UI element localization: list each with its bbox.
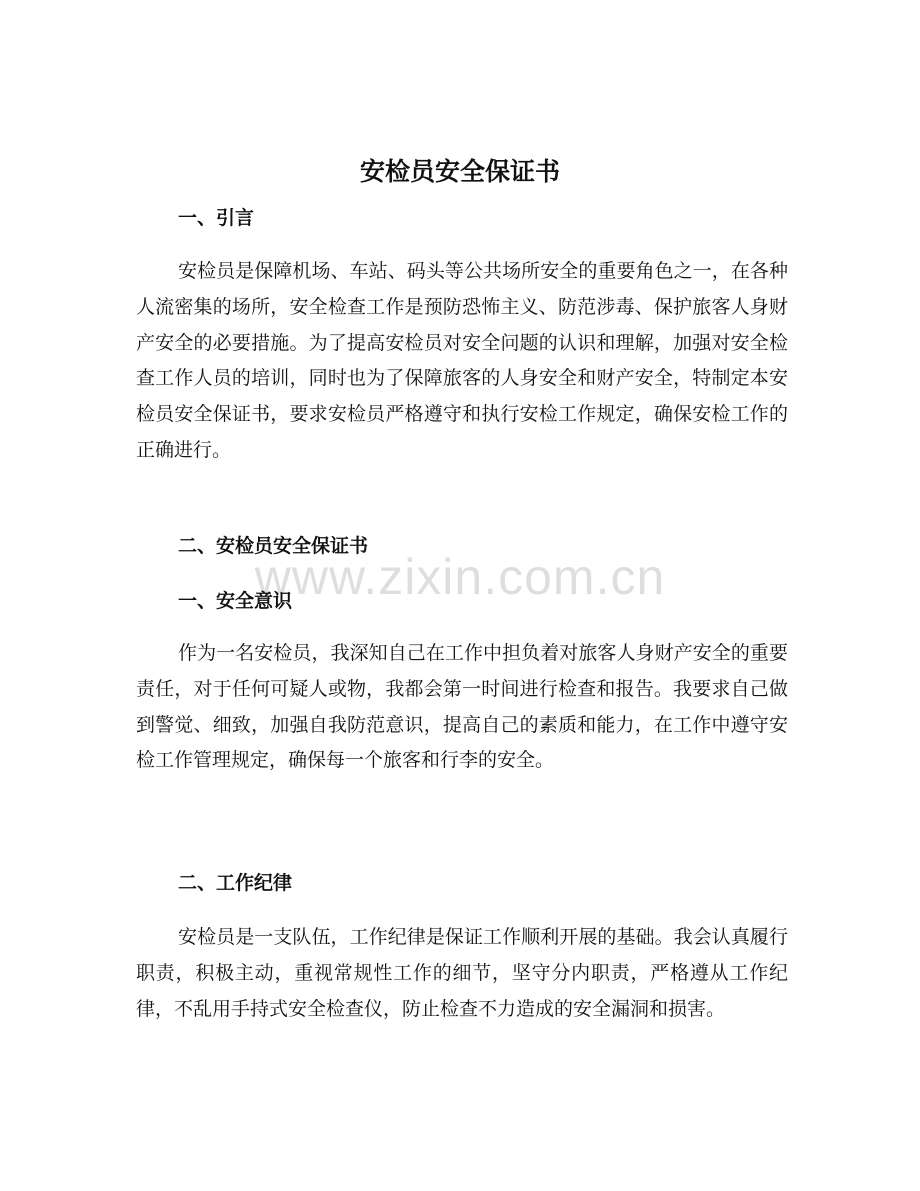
- heading-work-discipline: 二、工作纪律: [178, 872, 293, 894]
- document-title: 安检员安全保证书: [359, 157, 560, 186]
- heading-introduction: 一、引言: [178, 207, 255, 229]
- paragraph-introduction: 安检员是保障机场、车站、码头等公共场所安全的重要角色之一，在各种人流密集的场所，安全检查工作是预防恐怖主义、防范涉毒、保护旅客人身财产安全的必要措施。为了提高安检员对安全问题的认识和理解，加强对安全检查工作人员的培训，同时也为了保障旅客的人身安全和财产安全，特制定本安检员安全保证书，要求安检员严格遵守和执行安检工作规定，确保安检工作的正确进行。: [136, 260, 788, 461]
- watermark: www.zixin.com.cn: [254, 549, 666, 605]
- paragraph-safety-awareness: 作为一名安检员，我深知自己在工作中担负着对旅客人身财产安全的重要责任，对于任何可疑人或物，我都会第一时间进行检查和报告。我要求自己做到警觉、细致，加强自我防范意识，提高自己的素质和能力，在工作中遵守安检工作管理规定，确保每一个旅客和行李的安全。: [136, 642, 788, 772]
- paragraph-work-discipline: 安检员是一支队伍，工作纪律是保证工作顺利开展的基础。我会认真履行职责，积极主动，重视常规性工作的细节，坚守分内职责，严格遵从工作纪律，不乱用手持式安全检查仪，防止检查不力造成的安全漏洞和损害。: [136, 926, 788, 1020]
- heading-pledge: 二、安检员安全保证书: [178, 535, 369, 557]
- heading-safety-awareness: 一、安全意识: [178, 590, 293, 612]
